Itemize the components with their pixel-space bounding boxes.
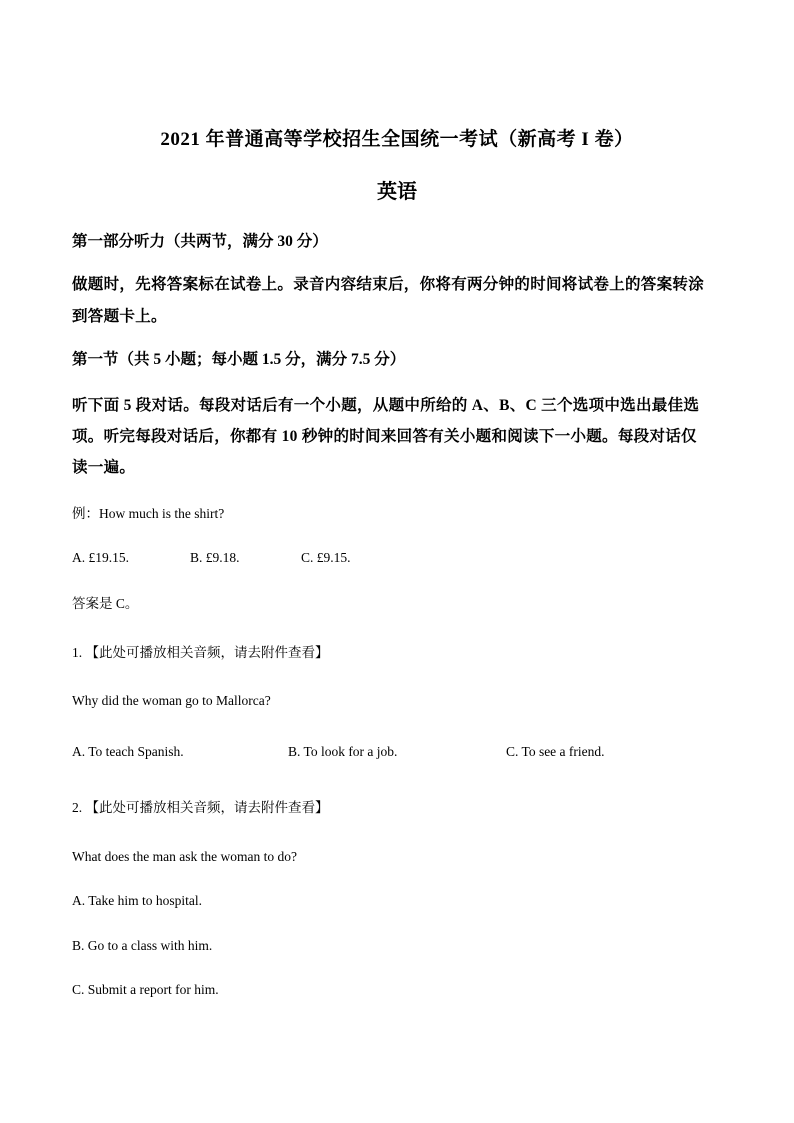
exam-subject: 英语 (377, 181, 417, 203)
example-question: 例：How much is the shirt? (72, 506, 225, 521)
example-answer: 答案是 C。 (72, 596, 139, 611)
question-1-audio-note: 1. 【此处可播放相关音频，请去附件查看】 (72, 645, 329, 660)
question-1-prompt: Why did the woman go to Mallorca? (72, 693, 271, 708)
part1-instruction-line-1: 做题时，先将答案标在试卷上。录音内容结束后，你将有两分钟的时间将试卷上的答案转涂 (72, 276, 705, 293)
section1-heading: 第一节（共 5 小题；每小题 1.5 分，满分 7.5 分） (72, 351, 406, 368)
example-option-a: A. £19.15. (72, 550, 129, 565)
question-1-option-b: B. To look for a job. (288, 744, 398, 759)
part1-instruction-line-2: 到答题卡上。 (72, 308, 167, 325)
question-2-option-b: B. Go to a class with him. (72, 938, 213, 953)
question-1-option-a: A. To teach Spanish. (72, 744, 184, 759)
question-2-option-c: C. Submit a report for him. (72, 982, 219, 997)
question-2-audio-note: 2. 【此处可播放相关音频，请去附件查看】 (72, 800, 329, 815)
example-option-b: B. £9.18. (190, 550, 240, 565)
section1-instruction-line-2: 项。听完每段对话后，你都有 10 秒钟的时间来回答有关小题和阅读下一小题。每段对话仅 (72, 428, 697, 445)
question-2-option-a: A. Take him to hospital. (72, 893, 203, 908)
part1-heading: 第一部分听力（共两节，满分 30 分） (72, 233, 328, 250)
section1-instruction-line-1: 听下面 5 段对话。每段对话后有一个小题，从题中所给的 A、B、C 三个选项中选出最佳选 (72, 397, 700, 414)
exam-title: 2021 年普通高等学校招生全国统一考试（新高考 I 卷） (160, 129, 634, 150)
section1-instruction-line-3: 读一遍。 (72, 459, 136, 476)
question-2-prompt: What does the man ask the woman to do? (72, 849, 297, 864)
question-1-option-c: C. To see a friend. (506, 744, 605, 759)
example-option-c: C. £9.15. (301, 550, 351, 565)
